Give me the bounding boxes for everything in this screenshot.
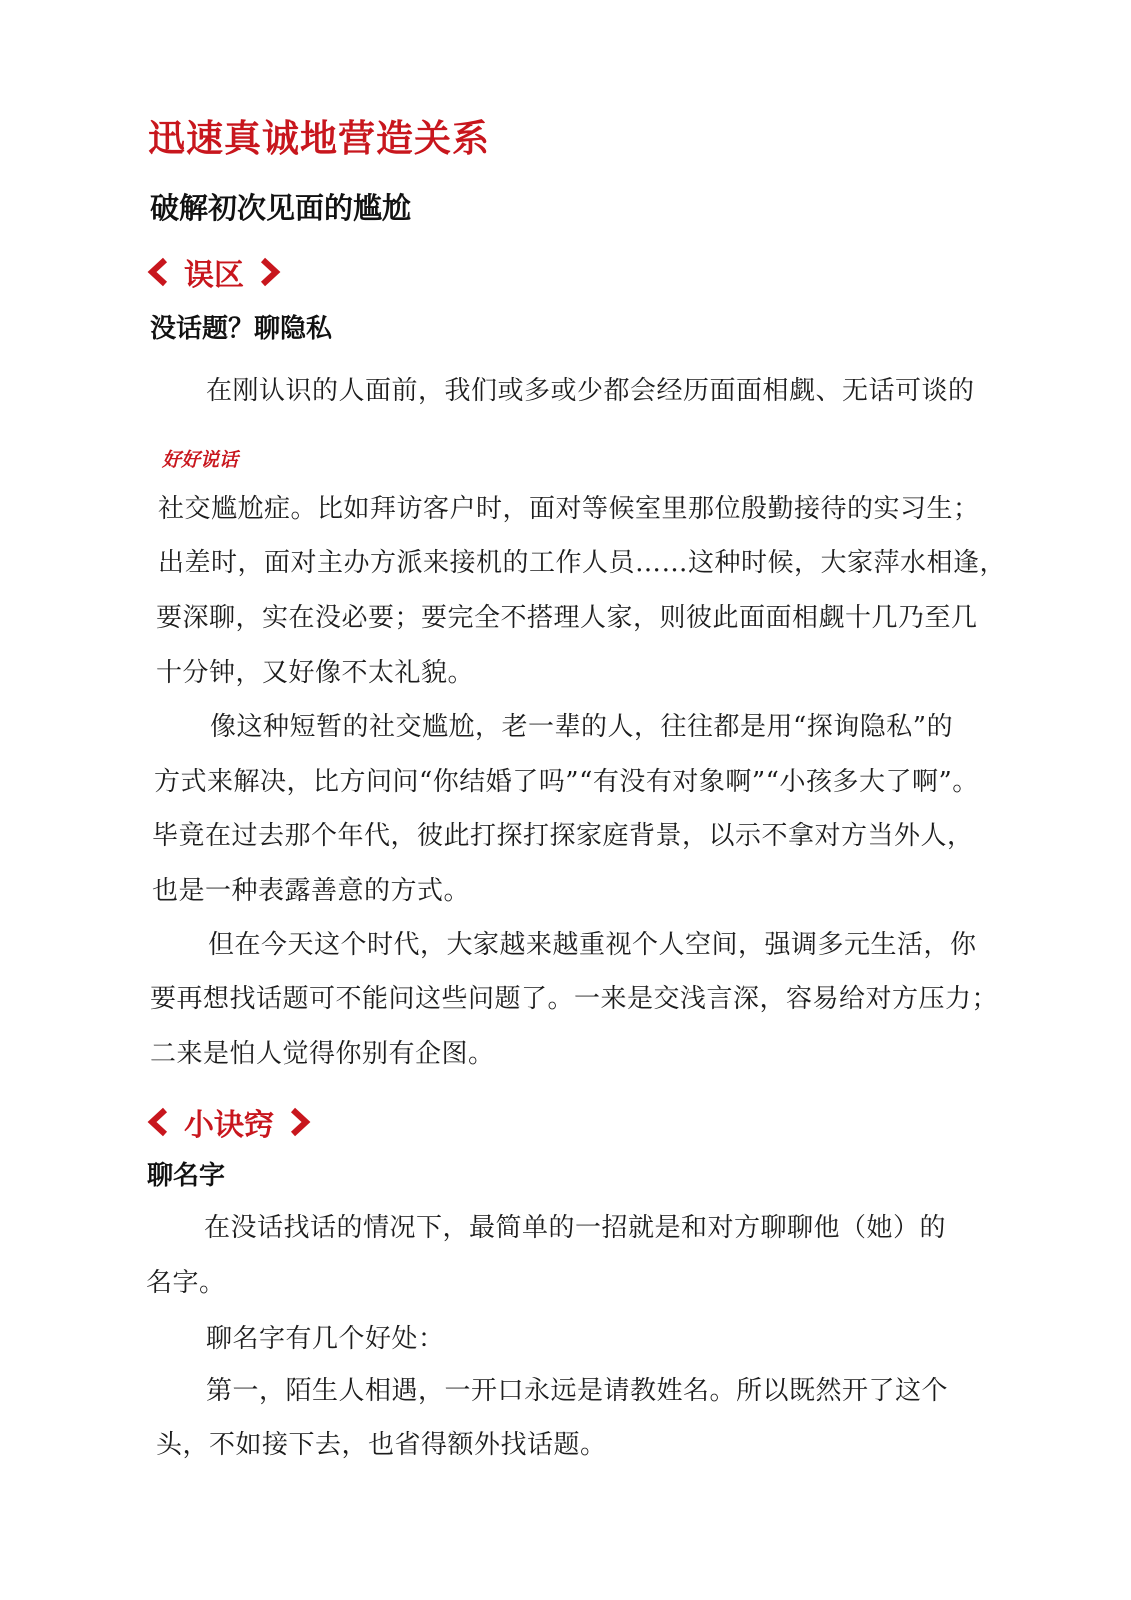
section-label-tip — [146, 1100, 312, 1144]
paragraph-line: 方式来解决，比方问问“你结婚了吗”“有没有对象啊”“小孩多大了啊”。 — [154, 767, 979, 797]
paragraph-line: 要深聊，实在没必要；要完全不搭理人家，则彼此面面相觑十几乃至几 — [156, 603, 978, 633]
section-label-mistake — [146, 250, 282, 294]
chevron-left-icon — [146, 257, 170, 287]
page-subtitle: 破解初次见面的尴尬 — [150, 191, 412, 225]
page-title: 迅速真诚地营造关系 — [148, 117, 490, 160]
chevron-left-icon — [146, 1107, 170, 1137]
chevron-right-icon — [288, 1107, 312, 1137]
section-topic: 没话题？聊隐私 — [150, 314, 333, 344]
paragraph-line: 聊名字有几个好处： — [206, 1324, 445, 1354]
paragraph-line: 毕竟在过去那个年代，彼此打探打探家庭背景，以示不拿对方当外人， — [152, 821, 974, 851]
paragraph-line: 在没话找话的情况下，最简单的一招就是和对方聊聊他（她）的 — [204, 1213, 947, 1243]
running-head: 好好说话 — [162, 449, 239, 471]
section-label-text: 误区 — [184, 258, 244, 293]
paragraph-line: 但在今天这个时代，大家越来越重视个人空间，强调多元生活，你 — [208, 930, 977, 960]
section-label-text: 小诀窍 — [184, 1108, 274, 1143]
section-topic: 聊名字 — [147, 1161, 226, 1191]
paragraph-line: 名字。 — [146, 1268, 226, 1298]
chevron-right-icon — [258, 257, 282, 287]
paragraph-line: 也是一种表露善意的方式。 — [152, 876, 471, 906]
paragraph-line: 头，不如接下去，也省得额外找话题。 — [156, 1430, 607, 1460]
paragraph-line: 第一，陌生人相遇，一开口永远是请教姓名。所以既然开了这个 — [206, 1376, 949, 1406]
paragraph-line: 十分钟，又好像不太礼貌。 — [156, 658, 475, 688]
paragraph-line: 出差时，面对主办方派来接机的工作人员……这种时候，大家萍水相逢， — [158, 548, 1007, 578]
paragraph-line: 要再想找话题可不能问这些问题了。一来是交浅言深，容易给对方压力； — [150, 984, 999, 1014]
paragraph-line: 像这种短暂的社交尴尬，老一辈的人，往往都是用“探询隐私”的 — [210, 712, 954, 742]
paragraph-line: 在刚认识的人面前，我们或多或少都会经历面面相觑、无话可谈的 — [206, 376, 975, 406]
paragraph-line: 二来是怕人觉得你别有企图。 — [150, 1039, 495, 1069]
paragraph-line: 社交尴尬症。比如拜访客户时，面对等候室里那位殷勤接待的实习生； — [158, 494, 980, 524]
